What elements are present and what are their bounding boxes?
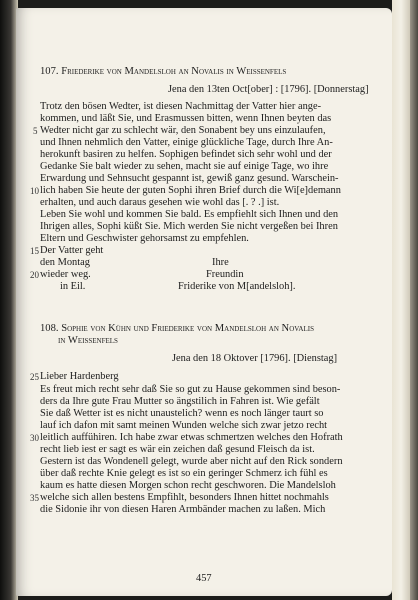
letter-107-line: herokunft basiren zu helfen. Sophigen befindet sich sehr wohl und der (40, 149, 332, 160)
line-number: 30 (30, 433, 39, 443)
line-number: 35 (30, 493, 39, 503)
letter-107-line: und Ihnen nehmlich den Vatter, einige glückliche Tage, durch Ihre An- (40, 137, 333, 148)
letter-108-line: recht lieb iest er sagt es wär ein zeichen daß gesund Fleisch da ist. (40, 444, 315, 455)
letter-107-line: Trotz den bösen Wedter, ist diesen Nachmittag der Vatter hier ange- (40, 101, 322, 112)
letter-107-signature: Freundin (206, 269, 244, 280)
letter-107-line: erhalten, und auch daraus gesehen wie wohl das [. ? .] ist. (40, 197, 280, 208)
letter-107-line: in Eil. (60, 281, 86, 292)
line-number: 25 (30, 372, 39, 382)
letter-108-heading: in Weissenfels (58, 335, 118, 346)
letter-107-heading: 107. Friederike von Mandelsloh an Novalis in Weissenfels (40, 66, 287, 77)
letter-108-line: über daß rechte Knie gelegt es ist so ein geringer Schmerz ich fühl es (40, 468, 328, 479)
letter-107-line: Eltern und Geschwister gehorsamst zu empfehlen. (40, 233, 249, 244)
line-number: 5 (33, 126, 38, 136)
letter-108-heading: 108. Sophie von Kühn und Friederike von Mandelsloh an Novalis (40, 323, 314, 334)
letter-107-line: wieder weg. (40, 269, 91, 280)
letter-107-signature: Friderike von M[andelsloh]. (178, 281, 296, 292)
letter-108-line: ders da Ihre gute Frau Mutter so ängstilich in Fahren ist. Wie gefält (40, 396, 320, 407)
letter-107-line: lich haben Sie heute der guten Sophi ihren Brief durch die Wi[e]demann (40, 185, 341, 196)
letter-107-line: Leben Sie wohl und kommen Sie bald. Es empfiehlt sich Ihnen und den (40, 209, 339, 220)
letter-108-line: Sie daß Wetter ist es nicht unaustelich? wenn es noch länger taurt so (40, 408, 324, 419)
letter-107-signature: Ihre (212, 257, 229, 268)
line-number: 15 (30, 246, 39, 256)
page-number: 457 (196, 573, 212, 584)
letter-107-line: Ihrigen alles, Sophi küßt Sie. Mich werden Sie nicht vergeßen bei Ihren (40, 221, 338, 232)
letter-108-line: welche sich allen bestens Empfihlt, besonders Ihnen hittet nochmahls (40, 492, 329, 503)
letter-108-line: leitlich auffühiren. Ich habe zwar etwas schmertzen welches den Hofrath (40, 432, 343, 443)
letter-107-line: Gedanke Sie balt wieder zu sehen, macht sie auf einige Tage, wo ihre (40, 161, 329, 172)
letter-107-line: Der Vatter geht (40, 245, 104, 256)
letter-107-line: kommen, und läßt Sie, und Erasmussen bitten, wenn Ihnen beyten das (40, 113, 332, 124)
letter-108-line: lauf ich dafon mit samt meinen Wunden welche sich zwar jetzo recht (40, 420, 328, 431)
letter-108-line: Es freut mich recht sehr daß Sie so gut zu Hause gekommen sind beson- (40, 384, 341, 395)
letter-108-line: kaum es hatte diesen Morgen schon recht geschworen. Die Mandelsloh (40, 480, 336, 491)
letter-107-line: Erwardung und Sehnsucht gespannt ist, gewiß ganz gesund. Warschein- (40, 173, 339, 184)
letter-108-dateline: Jena den 18 Oktover [1796]. [Dienstag] (172, 353, 338, 364)
book-cover-edge (410, 0, 418, 600)
letter-107-dateline: Jena den 13ten Oct[ober] : [1796]. [Donnerstag] (168, 84, 369, 95)
line-number: 20 (30, 270, 39, 280)
letter-108-line: die Sidonie ihr von diesen Haren Armbänder machen zu laßen. Mich (40, 504, 326, 515)
line-number: 10 (30, 186, 39, 196)
letter-107-line: den Montag (40, 257, 90, 268)
letter-107-line: Wedter nicht gar zu schlecht wär, den Sonabent bey uns einzulaufen, (40, 125, 326, 136)
letter-108-salutation: Lieber Hardenberg (40, 371, 119, 382)
letter-108-line: Gestern ist das Wondenell gelegt, wurde aber nicht auf den Rick sondern (40, 456, 343, 467)
